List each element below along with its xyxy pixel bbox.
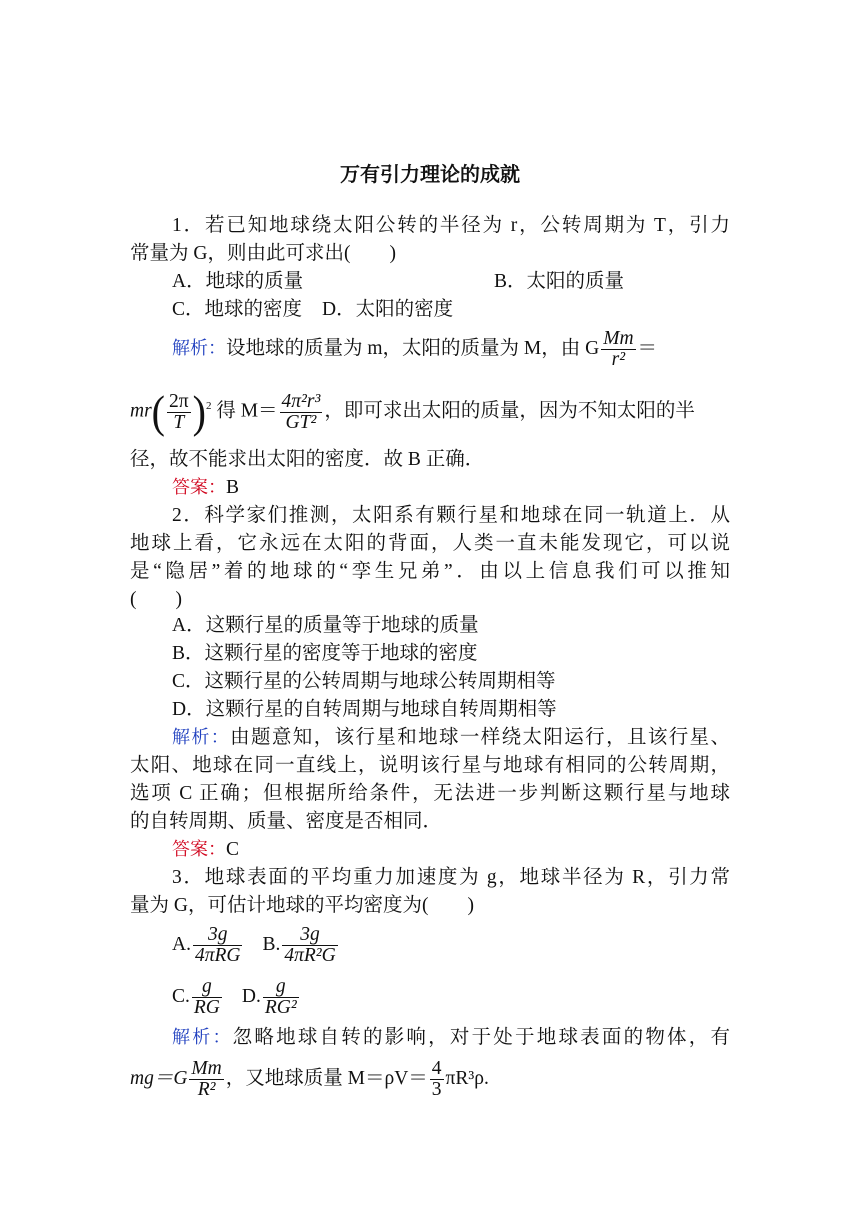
q1-analysis-line1 — [172, 326, 730, 372]
q3-option-d-fraction: $\frac{g}{\text{RG²}}$ — [264, 976, 297, 1019]
q1-options-ab — [172, 268, 730, 296]
q2-analysis-text1: 由题意知，该行星和地球一样绕太阳运行，且该行星、 — [230, 727, 730, 748]
q3-analysis-mg: mg＝G — [130, 1068, 188, 1089]
q1-option-a: A．地球的质量 — [172, 271, 304, 292]
q3-stem-line1: 3．地球表面的平均重力加速度为 g，地球半径为 R，引力常 — [172, 867, 730, 888]
q3-option-a-fraction: $\frac{3g}{\text{4πRG}}$ — [194, 924, 241, 967]
q2-answer: C — [226, 839, 240, 860]
q3-option-b-fraction: $\frac{3g}{\text{4πR²G}}$ — [284, 924, 336, 967]
q2-stem-line4: ( ) — [130, 589, 182, 610]
q3-fraction-4-3: $\frac{4}{3}$ — [431, 1058, 442, 1101]
q3-analysis-text3: πR³ρ. — [445, 1068, 489, 1089]
q1-answer: B — [226, 477, 240, 498]
page-title: 万有引力理论的成就 — [340, 162, 520, 186]
q1-options-cd — [172, 296, 730, 324]
q1-fraction-mass: $\frac{\text{4π²r³}}{\text{GT²}}$ — [281, 390, 321, 433]
q2-analysis-line3: 选项 C 正确；但根据所给条件，无法进一步判断这颗行星与地球 — [130, 783, 730, 804]
q3-options-ab — [172, 920, 730, 970]
q3-analysis-line1 — [172, 1024, 730, 1052]
q2-option-c: C．这颗行星的公转周期与地球公转周期相等 — [172, 671, 556, 692]
q1-fraction-mm-r2: $\frac{Mm}{\text{r²}}$ — [603, 328, 634, 371]
q1-analysis-line2 — [130, 380, 730, 438]
q3-analysis-line2 — [130, 1054, 730, 1104]
q3-options-cd — [172, 972, 730, 1022]
q1-stem-line2: 常量为 G，则由此可求出( ) — [130, 243, 396, 264]
q2-analysis-line1 — [172, 724, 730, 752]
q2-stem-line2: 地球上看，它永远在太阳的背面，人类一直未能发现它，可以说 — [130, 533, 730, 554]
q3-option-a-label: A. — [172, 934, 191, 955]
q1-analysis-label: 解析： — [172, 338, 226, 359]
q1-analysis-line3: 径，故不能求出太阳的密度．故 B 正确． — [130, 449, 485, 470]
left-paren: ( — [151, 385, 165, 438]
q3-fraction-mm-r2: $\frac{Mm}{\text{R²}}$ — [191, 1058, 222, 1101]
q1-analysis-text1: 设地球的质量为 m，太阳的质量为 M，由 G — [226, 338, 600, 359]
q1-square: 2 — [205, 400, 212, 412]
q2-stem-line1: 2．科学家们推测，太阳系有颗行星和地球在同一轨道上．从 — [172, 505, 730, 526]
q1-option-c: C．地球的密度 — [172, 299, 303, 320]
q1-answer-label: 答案： — [172, 477, 226, 498]
q2-option-a: A．这颗行星的质量等于地球的质量 — [172, 615, 479, 636]
q1-fraction-2pi-t: $\frac{2\pi}{T}$ — [169, 390, 189, 433]
q2-stem-line3: 是“隐居”着的地球的“孪生兄弟”．由以上信息我们可以推知 — [130, 561, 730, 582]
q3-option-b-label: B. — [262, 934, 281, 955]
q2-analysis-line2: 太阳、地球在同一直线上，说明该行星与地球有相同的公转周期， — [130, 755, 730, 776]
q2-analysis-label: 解析： — [172, 727, 231, 748]
right-paren: ) — [192, 385, 206, 438]
q3-analysis-text1: 忽略地球自转的影响，对于处于地球表面的物体，有 — [232, 1027, 730, 1048]
q3-analysis-text2: ，又地球质量 M＝ρV＝ — [225, 1068, 428, 1089]
q2-option-d: D．这颗行星的自转周期与地球自转周期相等 — [172, 699, 557, 720]
q1-analysis-mr: mr — [130, 400, 152, 422]
q2-answer-label: 答案： — [172, 839, 226, 860]
q3-option-d-label: D. — [241, 986, 261, 1007]
q1-analysis-de: 得 M＝ — [211, 400, 278, 422]
q1-stem-line1: 1．若已知地球绕太阳公转的半径为 r，公转周期为 T，引力 — [172, 215, 730, 236]
q3-stem-line2: 量为 G，可估计地球的平均密度为( ) — [130, 895, 474, 916]
q3-option-c-label: C. — [172, 986, 190, 1007]
q2-answer-line — [172, 836, 730, 864]
q1-option-b: B．太阳的质量 — [494, 271, 625, 292]
q1-analysis-text2: ，即可求出太阳的质量，因为不知太阳的半 — [324, 400, 695, 422]
q2-option-b: B．这颗行星的密度等于地球的密度 — [172, 643, 478, 664]
q2-analysis-line4: 的自转周期、质量、密度是否相同． — [130, 811, 443, 832]
q1-option-d: D．太阳的密度 — [322, 299, 454, 320]
q3-option-c-fraction: $\frac{g}{RG}$ — [193, 976, 220, 1019]
q1-equals: ＝ — [637, 338, 658, 359]
q3-analysis-label: 解析： — [172, 1027, 233, 1048]
q1-answer-line — [172, 474, 730, 502]
